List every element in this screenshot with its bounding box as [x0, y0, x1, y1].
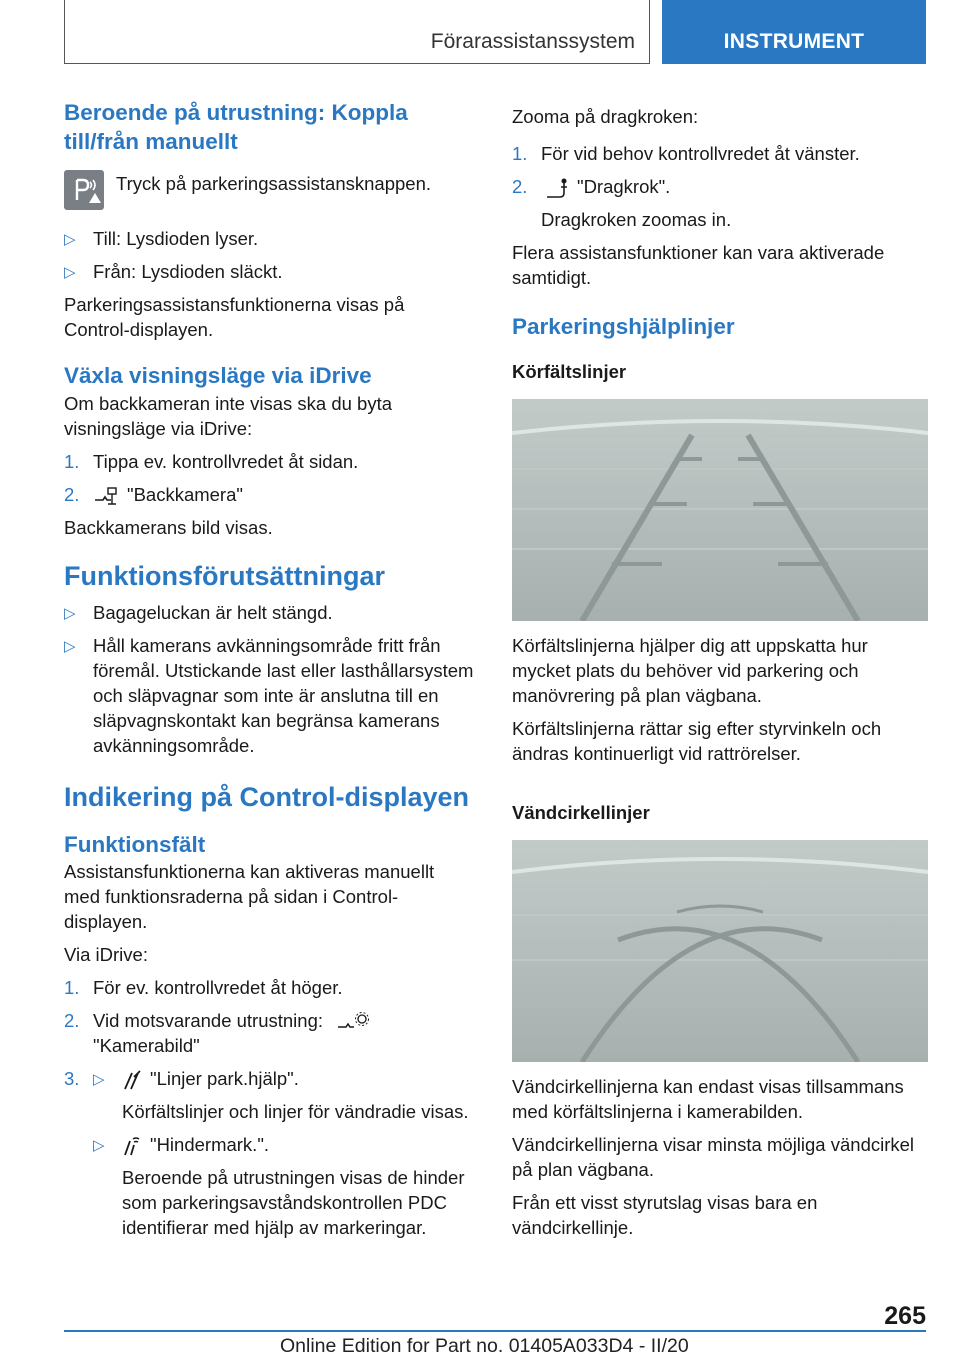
page-header: [64, 0, 926, 64]
paragraph: Från ett visst styrutslag visas bara en vändcirkellinje.: [512, 1192, 818, 1239]
list-item: ▷ Till: Lysdioden lyser.: [64, 226, 480, 251]
bullet-triangle-icon: ▷: [64, 264, 76, 281]
camera-gear-icon: [336, 1011, 370, 1033]
bullet-triangle-icon: ▷: [93, 1071, 105, 1089]
backcam-icon: [93, 485, 119, 507]
zoom-result: Dragkroken zoomas in.: [541, 209, 732, 231]
heading-control-display: Indikering på Control-displayen: [64, 782, 470, 813]
paragraph: Vändcirkellinjerna visar minsta möjliga vändcirkel på plan vägbana.: [512, 1134, 915, 1181]
left-column: [64, 98, 480, 1239]
page-number: 265: [884, 1302, 926, 1330]
list-item: ▷ Håll kamerans avkänningsområde fritt från föremål. Utstickande last eller lasthållarsystem och släpvagnar som inte är anslutna till en släpvagnskontakt kan begränsa kamerans avkänningsområde.: [64, 635, 474, 757]
footer-divider: [64, 1330, 926, 1332]
list-item: 3. ▷ "Linjer park.hjälp". Körfältslinjer och linjer för vändradie visas. ▷ "Hindermark.". Beroende på utrustningen visas de hinder som parkeringsavståndskontrollen PDC identifierar med hjälp av markeringar.: [64, 1066, 480, 1240]
header-chapter-tab: [662, 0, 926, 64]
bullet-triangle-icon: ▷: [64, 605, 76, 623]
paragraph: Körfältslinjerna hjälper dig att uppskatta hur mycket plats du behöver vid parkering och manövrering på plan vägbana.: [512, 635, 868, 707]
list-item: 1. Tippa ev. kontrollvredet åt sidan.: [64, 451, 359, 472]
header-section-title: Förarassistanssystem: [430, 30, 635, 53]
footer-edition: Online Edition for Part no. 01405A033D4 - II/20: [280, 1335, 689, 1357]
list-item: 1. För vid behov kontrollvredet åt vänster.: [512, 143, 860, 164]
heading-lane-lines: Körfältslinjer: [512, 361, 627, 383]
heading-function-field: Funktionsfält: [64, 832, 206, 858]
step2-label: "Kamerabild": [93, 1035, 200, 1057]
paragraph: Parkeringsassistansfunktionerna visas på Control-displayen.: [64, 294, 405, 340]
paragraph: Zooma på dragkroken:: [512, 106, 699, 127]
list-item: ▷ Från: Lysdioden släckt.: [64, 259, 480, 284]
heading-turn-lines: Vändcirkellinjer: [512, 802, 650, 824]
obstacle-mark-icon: [122, 1135, 142, 1157]
park-lines-icon: [122, 1069, 142, 1091]
paragraph: Backkamerans bild visas.: [64, 517, 273, 539]
sub-list-item: ▷ "Hindermark.". Beroende på utrustningen visas de hinder som parkeringsavståndskontrollen PDC identifierar med hjälp av markeringar.: [93, 1132, 480, 1240]
lane-lines-image: [512, 399, 928, 621]
header-chapter-label: INSTRUMENT: [723, 30, 865, 53]
right-column: [512, 104, 928, 1240]
step3b-desc: Beroende på utrustningen visas de hinder som parkeringsavståndskontrollen PDC identifierar med hjälp av markeringar.: [122, 1167, 465, 1239]
paragraph: Flera assistansfunktioner kan vara aktiverade samtidigt.: [512, 242, 885, 289]
tow-hook-icon: [543, 177, 569, 199]
list-item: 1. För ev. kontrollvredet åt höger.: [64, 977, 343, 999]
sub-list-item: ▷ "Linjer park.hjälp". Körfältslinjer och linjer för vändradie visas.: [93, 1066, 480, 1124]
paragraph: Körfältslinjerna rättar sig efter styrvinkeln och ändras kontinuerligt vid rattrörelser.: [512, 718, 882, 765]
bullet-triangle-icon: ▷: [93, 1137, 105, 1155]
list-item: ▷ Bagageluckan är helt stängd.: [64, 600, 480, 625]
press-button-text: Tryck på parkeringsassistansknappen.: [116, 173, 431, 194]
paragraph: Via iDrive:: [64, 944, 148, 966]
list-item: 2. Vid motsvarande utrustning: "Kamerabild": [64, 1008, 480, 1058]
heading-manual: Beroende på utrustning: Koppla till/från manuellt: [64, 100, 408, 154]
heading-prerequisites: Funktionsförutsättningar: [64, 561, 385, 592]
paragraph: Assistansfunktionerna kan aktiveras manuellt med funktionsraderna på sidan i Control-displayen.: [64, 861, 435, 933]
header-section-box: [64, 0, 650, 64]
heading-park-lines: Parkeringshjälplinjer: [512, 314, 735, 340]
paragraph: Vändcirkellinjerna kan endast visas tillsammans med körfältslinjerna i kamerabilden.: [512, 1076, 904, 1123]
paragraph: Om backkameran inte visas ska du byta visningsläge via iDrive:: [64, 393, 393, 439]
heading-switch-view: Växla visningsläge via iDrive: [64, 363, 372, 388]
step3a-desc: Körfältslinjer och linjer för vändradie visas.: [122, 1101, 469, 1123]
bullet-triangle-icon: ▷: [64, 231, 76, 248]
turn-circle-image: [512, 840, 928, 1062]
bullet-triangle-icon: ▷: [64, 638, 76, 656]
list-item: 2. "Dragkrok". Dragkroken zoomas in.: [512, 174, 928, 232]
park-assist-button-icon: [64, 170, 104, 210]
list-item: 2. "Backkamera": [64, 482, 480, 507]
